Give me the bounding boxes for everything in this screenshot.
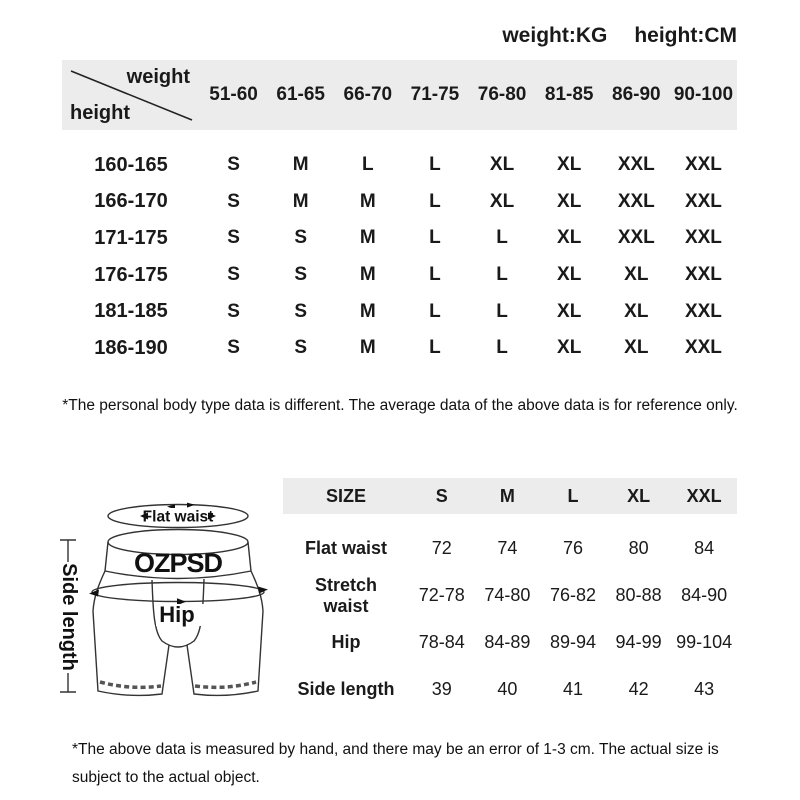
- side-length-label: Side length: [58, 563, 80, 671]
- measurement-value: 84-89: [484, 632, 531, 652]
- size-cell: XXL: [617, 154, 655, 176]
- weight-column-header: 86-90: [612, 84, 661, 105]
- hip-label: Hip: [159, 602, 195, 627]
- weight-unit-label: weight:KG: [502, 24, 608, 47]
- measurement-value: 72: [431, 538, 452, 558]
- measurement-error-note: *The above data is measured by hand, and there may be an error of 1-3 cm. The actual size is subject to the actual object.: [72, 741, 719, 787]
- measurement-value: 78-84: [418, 632, 465, 652]
- corner-height-label: height: [70, 102, 130, 124]
- size-header-cell: SIZE: [325, 485, 366, 506]
- measurements-header-row: [283, 478, 737, 514]
- size-cell: XL: [624, 264, 649, 286]
- size-cell: XXL: [684, 190, 722, 212]
- size-cell: XL: [557, 227, 582, 249]
- measurement-value: 80: [628, 538, 649, 558]
- measurement-value: 84-90: [681, 585, 728, 605]
- size-cell: XXL: [684, 154, 722, 176]
- size-cell: XL: [557, 264, 582, 286]
- size-column-header: XXL: [686, 485, 722, 506]
- measurement-value: 41: [562, 679, 583, 699]
- size-cell: XL: [624, 337, 649, 359]
- measurement-value: 39: [431, 679, 452, 699]
- size-cell: L: [429, 337, 441, 359]
- size-cell: S: [294, 227, 308, 249]
- measurement-value: 76: [562, 538, 583, 558]
- size-cell: XXL: [684, 337, 722, 359]
- table-row: [283, 525, 737, 572]
- table-row: [283, 666, 737, 713]
- size-cell: S: [227, 190, 240, 212]
- size-cell: L: [429, 300, 441, 322]
- height-range-label: 160-165: [94, 153, 168, 176]
- table-row: [283, 619, 737, 666]
- size-cell: XL: [557, 337, 582, 359]
- measurement-value: 94-99: [615, 632, 662, 652]
- measurement-label: Side length: [297, 679, 395, 700]
- size-cell: XL: [489, 154, 515, 176]
- size-cell: XL: [557, 190, 582, 212]
- measurement-value: 40: [497, 679, 518, 699]
- weight-column-header: 61-65: [276, 84, 325, 105]
- measurements-rows: [283, 525, 737, 713]
- size-cell: S: [294, 300, 308, 322]
- height-unit-label: height:CM: [634, 24, 737, 47]
- left-hem-stitching: [100, 682, 161, 687]
- measurement-value: 80-88: [615, 585, 662, 605]
- size-cell: L: [496, 300, 508, 322]
- table-row: [62, 147, 737, 184]
- size-cell: L: [496, 227, 508, 249]
- weight-column-header: 66-70: [343, 84, 393, 105]
- size-cell: S: [294, 337, 308, 359]
- size-cell: M: [292, 190, 309, 212]
- table-row: [62, 220, 737, 257]
- size-cell: XXL: [684, 227, 722, 249]
- measurement-value: 43: [694, 679, 715, 699]
- arrowhead-icon: [187, 503, 195, 508]
- size-cell: M: [359, 300, 376, 322]
- size-cell: M: [359, 190, 376, 212]
- flat-waist-label: Flat waist: [142, 508, 214, 526]
- size-cell: XXL: [617, 227, 655, 249]
- weight-column-header: 71-75: [410, 84, 460, 105]
- table-row: [283, 572, 737, 619]
- size-column-header: L: [567, 485, 579, 506]
- measurement-value: 42: [628, 679, 649, 699]
- right-hem-stitching: [195, 682, 256, 687]
- corner-cell: [62, 60, 200, 130]
- size-cell: XL: [624, 300, 649, 322]
- weight-column-header: 90-100: [673, 84, 734, 105]
- size-by-body-table: [62, 60, 737, 367]
- size-cell: S: [227, 154, 240, 176]
- size-cell: XXL: [684, 300, 722, 322]
- size-cell: XL: [557, 300, 582, 322]
- size-cell: S: [227, 337, 240, 359]
- corner-weight-label: weight: [126, 66, 190, 88]
- brand-logo: OZPSD: [133, 548, 223, 578]
- size-cell: L: [429, 154, 441, 176]
- measurement-value: 72-78: [418, 585, 465, 605]
- size-cell: XL: [557, 154, 582, 176]
- weight-column-header: 51-60: [209, 84, 258, 105]
- size-cell: S: [294, 264, 308, 286]
- weight-column-header: 81-85: [544, 84, 594, 105]
- size-column-header: M: [499, 485, 515, 506]
- table-row: [62, 184, 737, 221]
- size-cell: L: [429, 264, 441, 286]
- size-cell: XXL: [684, 264, 722, 286]
- table-row: [62, 257, 737, 294]
- measurement-label: Hip: [331, 632, 361, 653]
- measurement-value: 74: [497, 538, 518, 558]
- boxer-shorts-diagram: [55, 483, 287, 725]
- height-range-label: 181-185: [94, 300, 168, 323]
- size-cell: L: [362, 154, 374, 176]
- size-cell: M: [359, 264, 376, 286]
- weight-column-header: 76-80: [477, 84, 527, 105]
- size-cell: S: [227, 300, 240, 322]
- size-cell: XL: [489, 190, 515, 212]
- measurement-value: 76-82: [549, 585, 596, 605]
- reference-note: *The personal body type data is different. The average data of the above data is for reference only.: [62, 397, 738, 414]
- table-row: [62, 293, 737, 330]
- size-cell: XXL: [617, 190, 655, 212]
- measurement-label: Stretch waist: [314, 574, 377, 616]
- size-cell: M: [292, 154, 309, 176]
- height-range-label: 171-175: [94, 226, 168, 249]
- measurement-value: 84: [694, 538, 715, 558]
- size-cell: M: [359, 337, 376, 359]
- size-by-body-header-row: [62, 60, 737, 130]
- table-row: [62, 330, 737, 367]
- measurements-table: [283, 478, 737, 713]
- height-range-label: 176-175: [94, 263, 168, 286]
- size-cell: L: [496, 337, 508, 359]
- measurement-value: 89-94: [549, 632, 596, 652]
- arrowhead-icon: [258, 587, 268, 594]
- size-cell: L: [496, 264, 508, 286]
- size-cell: M: [359, 227, 376, 249]
- size-cell: L: [429, 190, 441, 212]
- size-by-body-rows: [62, 147, 737, 367]
- size-cell: L: [429, 227, 441, 249]
- measurement-label: Flat waist: [304, 538, 388, 559]
- arrowhead-icon: [89, 590, 99, 597]
- measurement-value: 74-80: [484, 585, 531, 605]
- size-cell: S: [227, 264, 240, 286]
- height-range-label: 166-170: [94, 190, 168, 213]
- size-column-header: XL: [627, 485, 651, 506]
- units-line: [502, 24, 737, 48]
- size-cell: S: [227, 227, 240, 249]
- measurement-value: 99-104: [676, 632, 733, 652]
- height-range-label: 186-190: [94, 336, 168, 359]
- size-column-header: S: [435, 485, 448, 506]
